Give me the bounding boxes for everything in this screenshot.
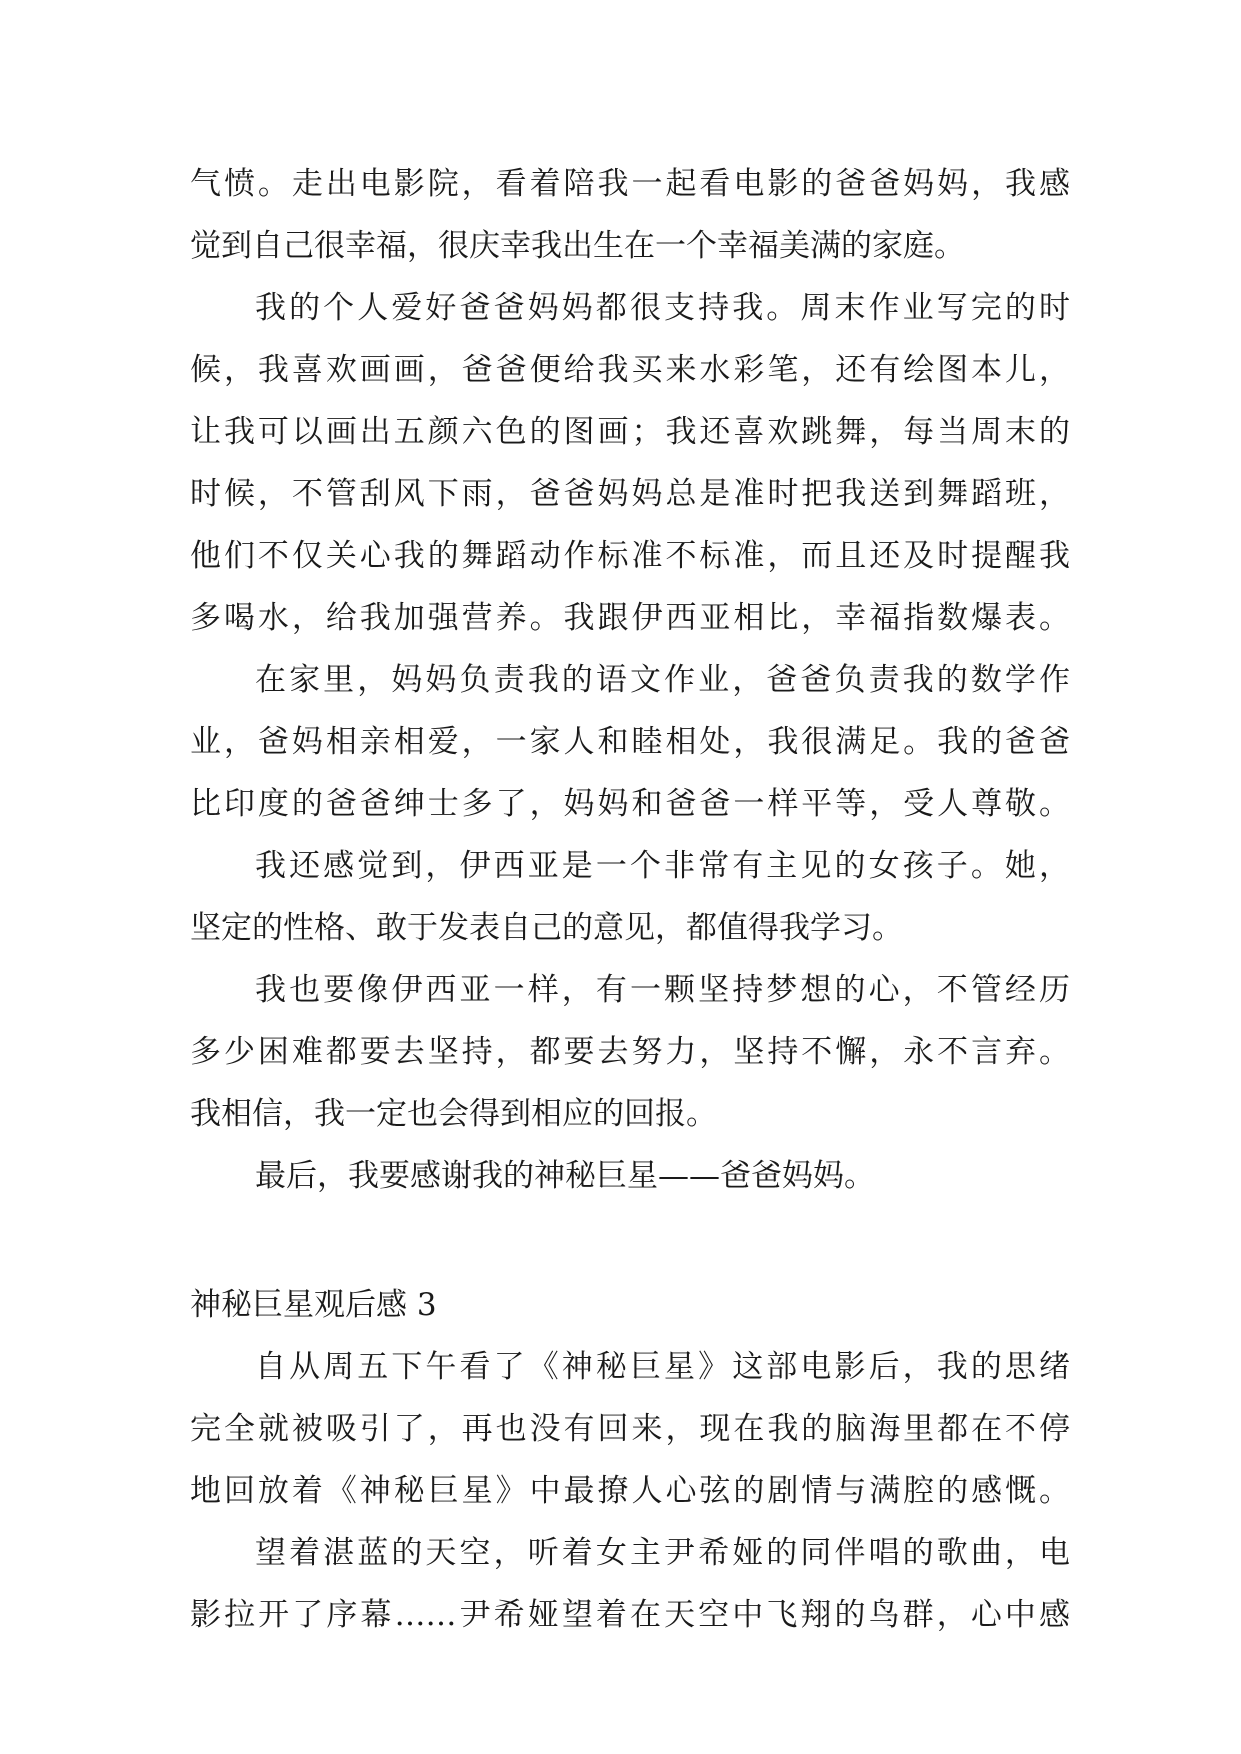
text-line: 多少困难都要去坚持，都要去努力，坚持不懈，永不言弃。 [190, 1034, 1070, 1070]
text-line: 业，爸妈相亲相爱，一家人和睦相处，我很满足。我的爸爸 [190, 724, 1070, 760]
text-line: 时候，不管刮风下雨，爸爸妈妈总是准时把我送到舞蹈班， [190, 476, 1070, 512]
text-line: 候，我喜欢画画，爸爸便给我买来水彩笔，还有绘图本儿， [190, 352, 1070, 388]
text-line: 望着湛蓝的天空，听着女主尹希娅的同伴唱的歌曲，电 [255, 1535, 1070, 1571]
text-line: 让我可以画出五颜六色的图画；我还喜欢跳舞，每当周末的 [190, 414, 1070, 450]
text-line: 觉到自己很幸福，很庆幸我出生在一个幸福美满的家庭。 [190, 228, 965, 264]
text-line: 在家里，妈妈负责我的语文作业，爸爸负责我的数学作 [255, 662, 1070, 698]
text-line: 我相信，我一定也会得到相应的回报。 [190, 1096, 717, 1132]
text-line: 我也要像伊西亚一样，有一颗坚持梦想的心，不管经历 [255, 972, 1070, 1008]
section-heading: 神秘巨星观后感 3 [190, 1287, 437, 1323]
text-line: 气愤。走出电影院，看着陪我一起看电影的爸爸妈妈，我感 [190, 166, 1070, 202]
text-line: 完全就被吸引了，再也没有回来，现在我的脑海里都在不停 [190, 1411, 1070, 1447]
text-line: 地回放着《神秘巨星》中最撩人心弦的剧情与满腔的感慨。 [190, 1473, 1070, 1509]
text-line: 他们不仅关心我的舞蹈动作标准不标准，而且还及时提醒我 [190, 538, 1070, 574]
text-line: 影拉开了序幕……尹希娅望着在天空中飞翔的鸟群，心中感 [190, 1597, 1070, 1633]
text-line: 最后，我要感谢我的神秘巨星——爸爸妈妈。 [255, 1158, 875, 1194]
text-line: 我还感觉到，伊西亚是一个非常有主见的女孩子。她， [255, 848, 1070, 884]
text-line: 比印度的爸爸绅士多了，妈妈和爸爸一样平等，受人尊敬。 [190, 786, 1070, 822]
text-line: 自从周五下午看了《神秘巨星》这部电影后，我的思绪 [255, 1349, 1070, 1385]
text-line: 坚定的性格、敢于发表自己的意见，都值得我学习。 [190, 910, 903, 946]
text-line: 我的个人爱好爸爸妈妈都很支持我。周末作业写完的时 [255, 290, 1070, 326]
text-line: 多喝水，给我加强营养。我跟伊西亚相比，幸福指数爆表。 [190, 600, 1070, 636]
